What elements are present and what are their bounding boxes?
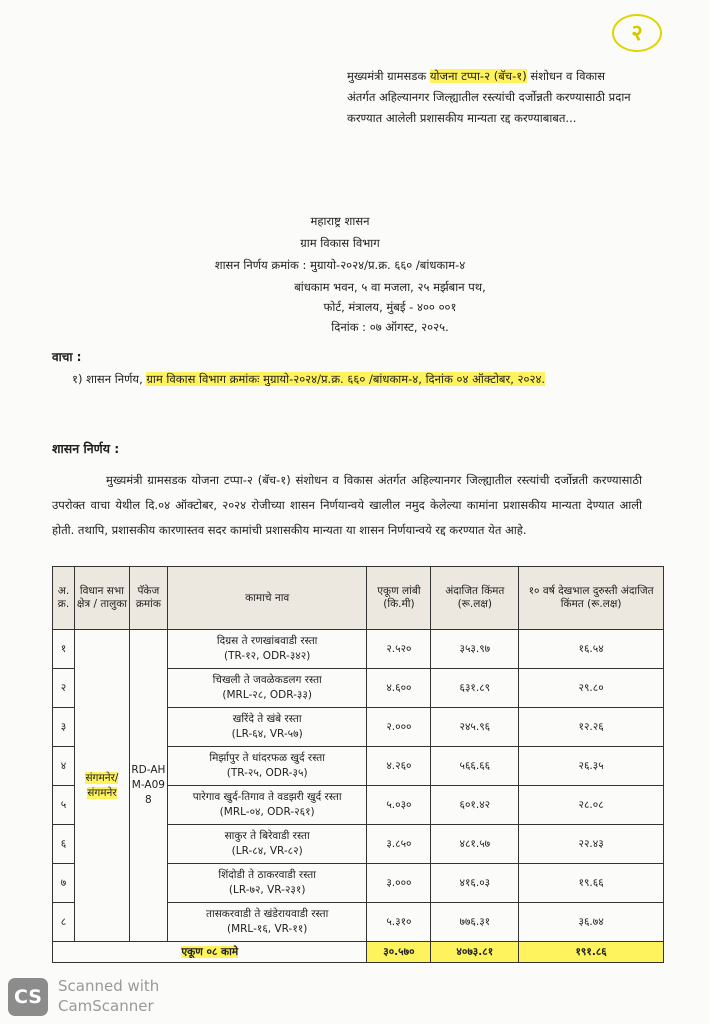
header-cost: अंदाजित किंमत (रू.लक्ष): [431, 567, 519, 630]
work-code: (TR-२५, ODR-३५): [226, 767, 308, 779]
row-work: [167, 825, 367, 864]
work-code: (LR-८४, VR-८२): [231, 845, 303, 857]
work-name: पारेगाव खुर्द-तिगाव ते वडझरी खुर्द रस्ता: [192, 791, 342, 803]
camscanner-logo: CS: [8, 978, 48, 1016]
row-cost: २४५.९६: [431, 708, 519, 747]
subject-rest: संशोधन व विकास अंतर्गत अहिल्यानगर जिल्ह्यातील रस्त्यांची दर्जोन्नती करण्यासाठी प्रदान करण्यात आलेली प्रशासकीय मान्यता रद्द करण्याबाबत...: [347, 69, 631, 125]
header-line2: ग्राम विकास विभाग: [300, 236, 380, 250]
row-work: [167, 669, 367, 708]
row-sr: ७: [53, 864, 75, 903]
subject-block: [347, 66, 637, 129]
header-line4: बांधकाम भवन, ५ वा मजला, २५ मर्झबान पथ,: [294, 280, 486, 294]
work-name: दिग्रस ते रणखांबवाडी रस्ता: [216, 635, 318, 647]
total-maintenance: १९१.८६: [519, 942, 664, 963]
work-name: तासकरवाडी ते खंडेरायवाडी रस्ता: [206, 908, 329, 920]
row-maintenance: १२.२६: [519, 708, 664, 747]
total-label-cell: [53, 942, 367, 963]
row-length: ४.६००: [367, 669, 431, 708]
header-maintenance: १० वर्ष देखभाल दुरुस्ती अंदाजित किंमत (रू.लक्ष): [519, 567, 664, 630]
row-maintenance: ३६.७४: [519, 903, 664, 942]
row-sr: ६: [53, 825, 75, 864]
row-length: ४.२६०: [367, 747, 431, 786]
row-length: ५.०३०: [367, 786, 431, 825]
row-maintenance: २६.३५: [519, 747, 664, 786]
row-cost: ६३१.८९: [431, 669, 519, 708]
header-work: कामाचे नाव: [167, 567, 367, 630]
row-work: [167, 630, 367, 669]
work-name: मिर्झापुर ते धांदरफळ खुर्द रस्ता: [209, 752, 325, 764]
row-sr: ८: [53, 903, 75, 942]
total-row: [53, 942, 664, 963]
watermark-line1: Scanned with: [58, 977, 160, 995]
constituency-name: संगमनेर/ संगमनेर: [85, 771, 119, 799]
header-line5: फोर्ट, मंत्रालय, मुंबई - ४०० ००१: [323, 300, 457, 314]
header-line1: महाराष्ट्र शासन: [310, 214, 370, 228]
work-code: (MRL-०४, ODR-२६१): [219, 806, 315, 818]
row-length: २.०००: [367, 708, 431, 747]
table-row: [53, 630, 664, 669]
header-length: एकूण लांबी (कि.मी): [367, 567, 431, 630]
row-sr: २: [53, 669, 75, 708]
row-maintenance: १९.६६: [519, 864, 664, 903]
header-package: पॅकेज क्रमांक: [129, 567, 167, 630]
subject-highlight: योजना टप्पा-२ (बॅच-१): [429, 69, 527, 83]
package-cell: RD-AHM-A098: [129, 630, 167, 942]
decision-paragraph: मुख्यमंत्री ग्रामसडक योजना टप्पा-२ (बॅच-१) संशोधन व विकास अंतर्गत अहिल्यानगर जिल्ह्यातील रस्त्यांची दर्जोन्नती करण्यासाठी उपरोक्त वाचा येथील दि.०४ ऑक्टोबर, २०२४ रोजीच्या शासन निर्णयान्वये खालील नमुद केलेल्या कामांना प्रशासकीय मान्यता देण्यात आली होती. तथापि, प्रशासकीय कारणास्तव सदर कामांची प्रशासकीय मान्यता या शासन निर्णयान्वये रद्द करण्यात येत आहे.: [52, 473, 642, 537]
row-length: २.५२०: [367, 630, 431, 669]
row-maintenance: २२.४३: [519, 825, 664, 864]
row-cost: ३५३.९७: [431, 630, 519, 669]
row-work: [167, 786, 367, 825]
row-work: [167, 747, 367, 786]
row-length: ३.०००: [367, 864, 431, 903]
subject-line1: मुख्यमंत्री ग्रामसडक: [347, 69, 430, 83]
row-work: [167, 864, 367, 903]
row-maintenance: १६.५४: [519, 630, 664, 669]
row-work: [167, 708, 367, 747]
reference-pre: शासन निर्णय,: [86, 372, 147, 386]
total-label: एकूण ०८ कामे: [181, 945, 239, 958]
reference-highlight: ग्राम विकास विभाग क्रमांकः मुग्रायो-२०२४/प्र.क्र. ६६० /बांधकाम-४, दिनांक ०४ ऑक्टोबर, २०२४.: [146, 372, 546, 386]
row-cost: ५६६.६६: [431, 747, 519, 786]
table-header-row: [53, 567, 664, 630]
work-code: (MRL-२८, ODR-३३): [222, 689, 312, 701]
watermark-line2: CamScanner: [58, 997, 154, 1015]
row-maintenance: २९.८०: [519, 669, 664, 708]
row-cost: ६०१.४२: [431, 786, 519, 825]
reference-number: १): [72, 372, 83, 386]
header-line6: दिनांक : ०७ ऑगस्ट, २०२५.: [331, 320, 449, 334]
work-name: शिंदोडी ते ठाकरवाडी रस्ता: [218, 869, 316, 881]
work-code: (LR-७२, VR-२३१): [228, 884, 306, 896]
work-name: चिखली ते जवळेकडलग रस्ता: [212, 674, 322, 686]
reference-item: [72, 368, 632, 390]
page-number: २: [612, 14, 662, 52]
row-sr: १: [53, 630, 75, 669]
row-cost: ७७६.३१: [431, 903, 519, 942]
header-sr: अ. क्र.: [53, 567, 75, 630]
work-name: साकुर ते बिरेवाडी रस्ता: [224, 830, 310, 842]
row-work: [167, 903, 367, 942]
total-cost: ४०७३.८१: [431, 942, 519, 963]
row-length: ५.३१०: [367, 903, 431, 942]
work-code: (LR-६४, VR-५७): [231, 728, 303, 740]
works-table: [52, 566, 664, 963]
row-cost: ४१६.०३: [431, 864, 519, 903]
row-sr: ३: [53, 708, 75, 747]
decision-heading: शासन निर्णय :: [52, 441, 120, 456]
camscanner-watermark: [58, 976, 159, 1016]
row-length: ३.८५०: [367, 825, 431, 864]
row-sr: ५: [53, 786, 75, 825]
vacha-label: वाचा :: [52, 350, 82, 364]
work-code: (MRL-१६, VR-११): [226, 923, 308, 935]
row-maintenance: २८.०८: [519, 786, 664, 825]
row-cost: ४८१.५७: [431, 825, 519, 864]
header-line3: शासन निर्णय क्रमांक : मुग्रायो-२०२४/प्र.क्र. ६६० /बांधकाम-४: [214, 258, 466, 272]
work-name: खरिंदे ते खंबे रस्ता: [232, 713, 302, 725]
work-code: (TR-१२, ODR-३४२): [224, 650, 311, 662]
row-sr: ४: [53, 747, 75, 786]
header-constituency: विधान सभा क्षेत्र / तालुका: [74, 567, 129, 630]
total-length: ३०.५७०: [367, 942, 431, 963]
constituency-cell: [74, 630, 129, 942]
